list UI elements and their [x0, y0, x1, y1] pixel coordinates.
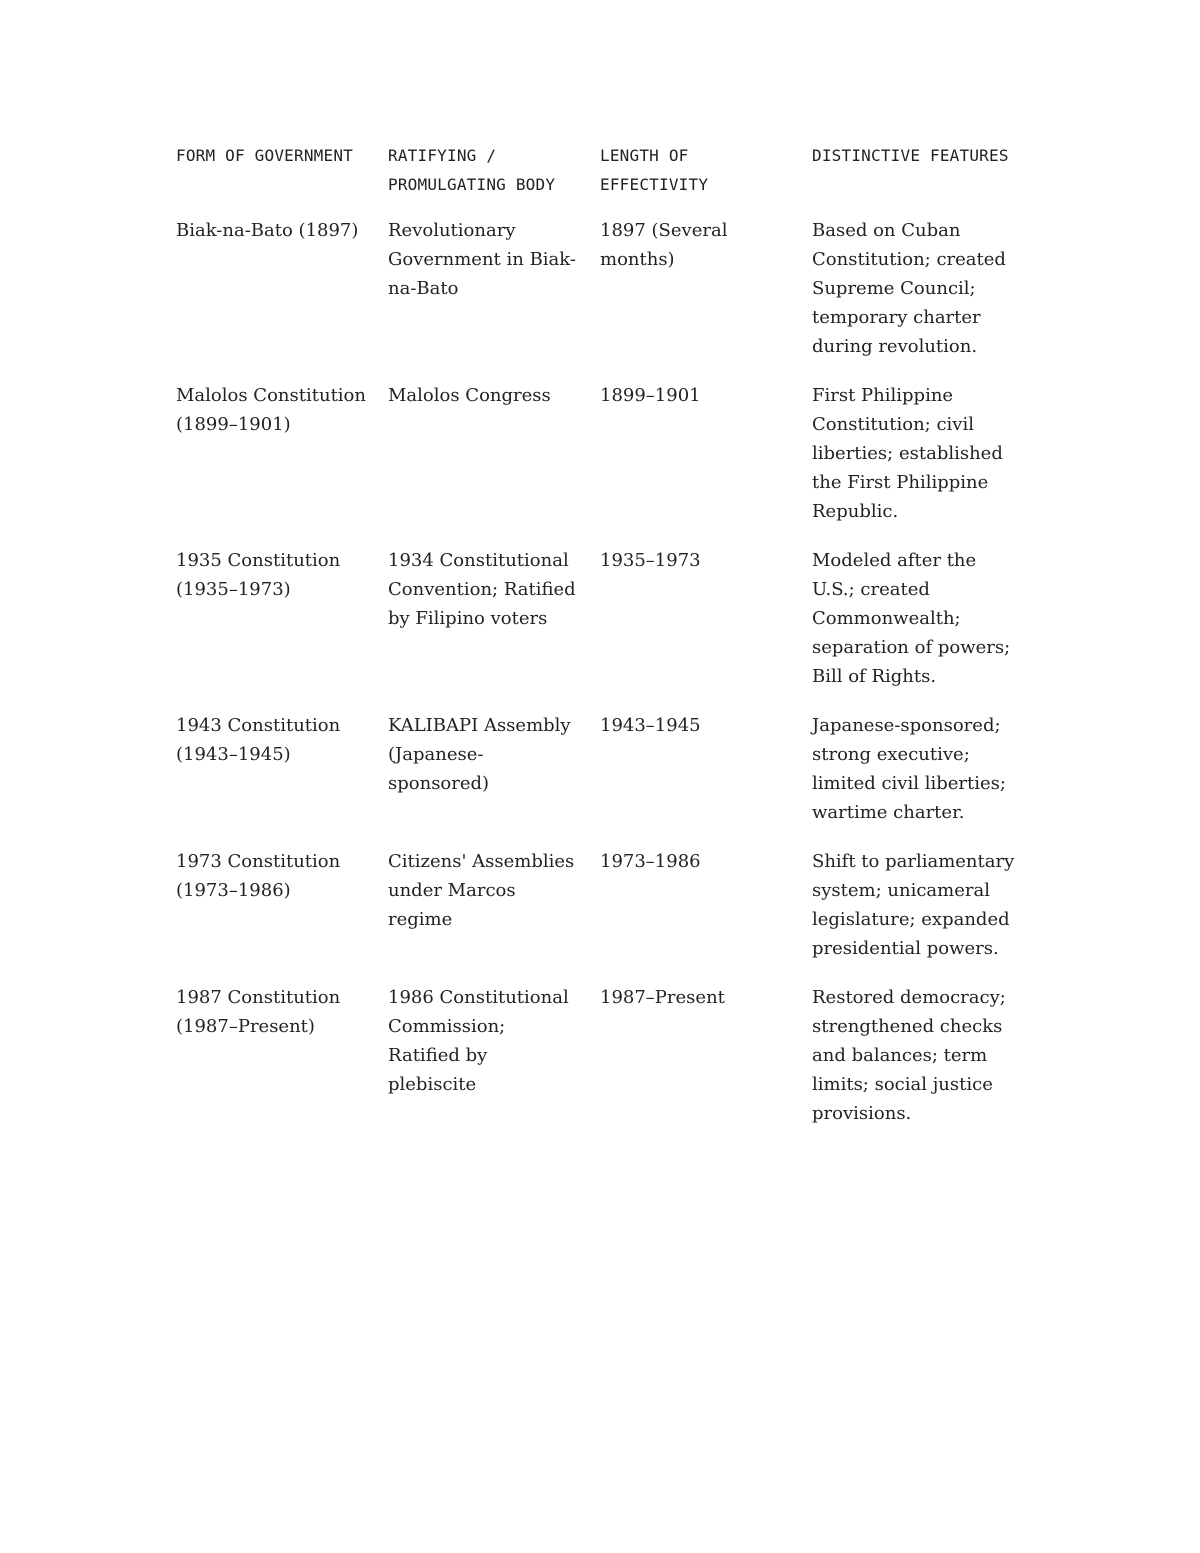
cell-form: 1935 Constitution (1935–1973) — [176, 550, 341, 600]
cell-body: Revolutionary Government in Biak-na-Bato — [388, 220, 576, 299]
cell-body: Malolos Congress — [388, 385, 551, 406]
cell-form: 1943 Constitution (1943–1945) — [176, 715, 341, 765]
table-row — [166, 381, 1026, 546]
cell-features: First Philippine Constitution; civil liberties; established the First Philippine Republic. — [812, 385, 1003, 522]
table-row — [166, 216, 1026, 381]
cell-features: Restored democracy; strengthened checks and balances; term limits; social justice provisions. — [812, 987, 1006, 1124]
cell-features: Shift to parliamentary system; unicameral legislature; expanded presidential powers. — [812, 851, 1015, 959]
cell-length: 1987–Present — [600, 987, 725, 1008]
cell-body: 1986 Constitutional Commission; Ratified by plebiscite — [388, 987, 569, 1095]
cell-form: Malolos Constitution (1899–1901) — [176, 385, 366, 435]
cell-length: 1935–1973 — [600, 550, 701, 571]
header-length-of-effectivity: LENGTH OF EFFECTIVITY — [600, 146, 709, 194]
header-distinctive-features: DISTINCTIVE FEATURES — [812, 146, 1009, 165]
cell-length: 1897 (Several months) — [600, 220, 728, 270]
cell-length: 1973–1986 — [600, 851, 701, 872]
table-row — [166, 847, 1026, 983]
cell-features: Japanese-sponsored; strong executive; limited civil liberties; wartime charter. — [812, 715, 1006, 823]
cell-length: 1943–1945 — [600, 715, 701, 736]
header-ratifying-body: RATIFYING / PROMULGATING BODY — [388, 146, 556, 194]
cell-form: Biak-na-Bato (1897) — [176, 220, 359, 241]
table-header-row — [166, 141, 1026, 216]
table-row — [166, 983, 1026, 1148]
header-form-of-government: FORM OF GOVERNMENT — [176, 146, 353, 165]
cell-body: 1934 Constitutional Convention; Ratified by Filipino voters — [388, 550, 576, 629]
table-row — [166, 711, 1026, 847]
cell-form: 1973 Constitution (1973–1986) — [176, 851, 341, 901]
cell-body: KALIBAPI Assembly (Japanese-sponsored) — [388, 715, 571, 794]
cell-form: 1987 Constitution (1987–Present) — [176, 987, 341, 1037]
cell-length: 1899–1901 — [600, 385, 701, 406]
cell-features: Modeled after the U.S.; created Commonwealth; separation of powers; Bill of Rights. — [812, 550, 1011, 687]
table-row — [166, 546, 1026, 711]
constitutions-table — [166, 141, 1026, 1148]
cell-body: Citizens' Assemblies under Marcos regime — [388, 851, 575, 930]
cell-features: Based on Cuban Constitution; created Supreme Council; temporary charter during revolution. — [812, 220, 1006, 357]
